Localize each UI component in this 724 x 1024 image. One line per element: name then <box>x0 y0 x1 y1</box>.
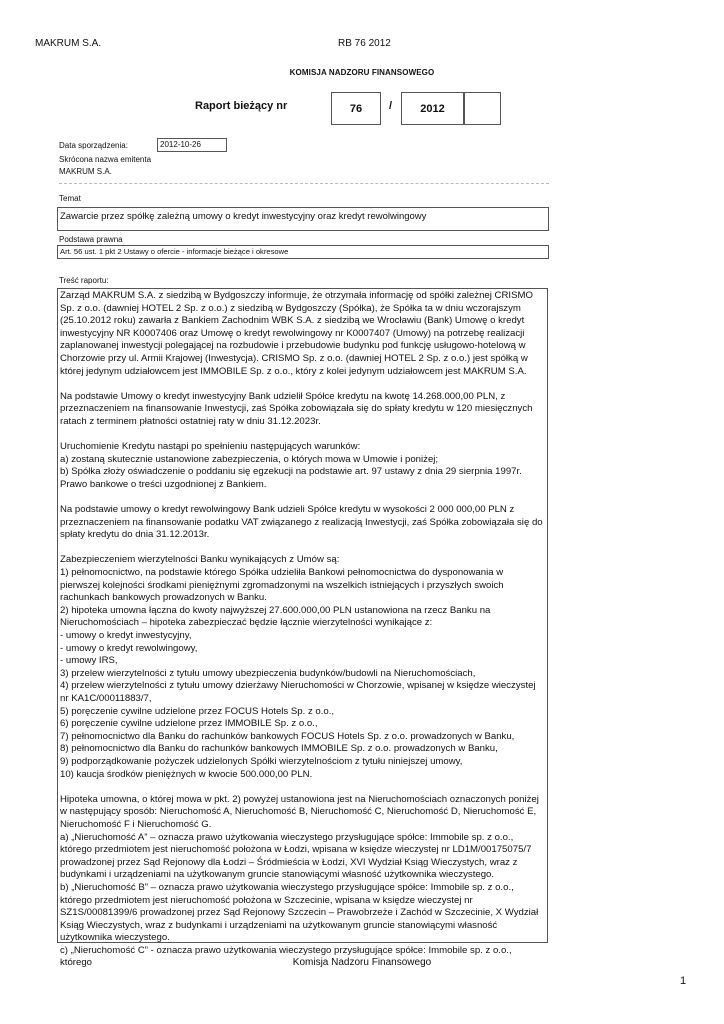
subject-field <box>57 207 549 231</box>
legal-basis-field <box>57 245 549 259</box>
subject-label: Temat <box>59 194 549 208</box>
content-paragraph: Zarząd MAKRUM S.A. z siedzibą w Bydgoszczy informuje, że otrzymała informację od spółki zależnej CRISMO Sp. z o.o. (dawniej HOTEL 2 Sp. z o.o.) z siedzibą w Bydgoszczy (Spółka), że Spółka ta w dniu wczorajszym (25.10.2012 roku) zawarła z Bankiem Zachodnim WBK S.A. z siedzibą we Wrocławiu (Bank) Umowę o kredyt inwestycyjny NR K0007406 oraz Umowę o kredyt rewolwingowy nr K0007407 (Umowy) na potrzebę realizacji zaplanowanej inwestycji polegającej na rozbudowie i przebudowie budynku pod funkcję usługowo-hotelową w Chorzowie przy ul. Armii Krajowej (Inwestycja). CRISMO Sp. z o.o. (dawniej HOTEL 2 Sp. z o.o.) jest spółką w której jedynym udziałowcem jest IMMOBILE Sp. z o.o., który z kolei jedynym udziałowcem jest MAKRUM S.A. <box>60 290 533 377</box>
content-paragraph: Na podstawie Umowy o kredyt inwestycyjny Bank udzielił Spółce kredytu na kwotę 14.268.000,00 PLN, z przeznaczeniem na finansowanie Inwestycji, zaś Spółka zobowiązała się do spłaty kredytu w 120 miesięcznych ratach z terminem płatności ostatniej raty w dniu 31.12.2023r. <box>60 390 533 427</box>
page-number: 1 <box>680 975 687 987</box>
date-value: 2012-10-26 <box>160 140 201 149</box>
legal-basis-label: Podstawa prawna <box>59 235 123 244</box>
header-report-id: RB 76 2012 <box>338 38 391 49</box>
report-year: 2012 <box>420 102 445 115</box>
short-name-value: MAKRUM S.A. <box>59 167 549 184</box>
footer-text: Komisja Nadzoru Finansowego <box>292 957 432 968</box>
subject-value: Zawarcie przez spółkę zależną umowy o kredyt inwestycyjny oraz kredyt rewolwingowy <box>60 211 427 222</box>
report-number-box <box>331 92 381 125</box>
report-number: 76 <box>349 102 363 115</box>
content-paragraph: Zabezpieczeniem wierzytelności Banku wynikających z Umów są: 1) pełnomocnictwo, na podstawie którego Spółka udzieliła Bankowi pełnomocnictwa do dysponowania w pierwszej kolejności środkami pieniężnymi zgromadzonymi na wszelkich istniejących i przyszłych swoich rachunkach bankowych prowadzonych w Banku. 2) hipoteka umowna łączna do kwoty najwyższej 27.600.000,00 PLN ustanowiona na rzecz Banku na Nieruchomościach – hipoteka zabezpieczać będzie łącznie wierzytelności wynikające z: - umowy o kredyt inwestycyjny, - umowy o kredyt rewolwingowy, - umowy IRS, 3) przelew wierzytelności z tytułu umowy ubezpieczenia budynków/budowli na Nieruchomościach, 4) przelew wierzytelności z tytułu umowy dzierżawy Nieruchomości w Chorzowie, wpisanej w księdze wieczystej nr KA1C/00011883/7, 5) poręczenie cywilne udzielone przez FOCUS Hotels Sp. z o.o., 6) poręczenie cywilne udzielone przez IMMOBILE Sp. z o.o., 7) pełnomocnictwo dla Banku do rachunków bankowych FOCUS Hotels Sp. z o.o. prowadzonych w Banku, 8) pełnomocnictwo dla Banku do rachunków bankowych IMMOBILE Sp. z o.o. prowadzonych w Banku, 9) podporządkowanie pożyczek udzielonych Spółki wierzytelnościom z tytułu niniejszej umowy, 10) kaucja środków pieniężnych w kwocie 500.000,00 PLN. <box>60 554 536 780</box>
report-year-box <box>401 92 464 125</box>
report-extra-box <box>464 92 501 125</box>
content-label: Treść raportu: <box>59 276 109 285</box>
content-paragraph: Na podstawie umowy o kredyt rewolwingowy Bank udzieli Spółce kredytu w wysokości 2 000 000,00 PLN z przeznaczeniem na finansowanie podatku VAT związanego z realizacją Inwestycji, zaś Spółka zobowiązała się do spłaty kredytu do dnia 31.12.2013r. <box>60 504 543 541</box>
content-paragraph: Hipoteka umowna, o której mowa w pkt. 2) powyżej ustanowiona jest na Nieruchomościach oznaczonych poniżej w następujący sposób: Nieruchomość A, Nieruchomość B, Nieruchomość C, Nieruchomość D, Nieruchomość E, Nieruchomość F i Nieruchomość G. a) „Nieruchomość A” – oznacza prawo użytkowania wieczystego przysługujące spółce: Immobile sp. z o.o., którego przedmiotem jest nieruchomość położona w Łodzi, wpisana w księdze wieczystej nr LD1M/00175075/7 prowadzonej przez Sąd Rejonowy dla Łodzi – Śródmieścia w Łodzi, XVI Wydział Ksiąg Wieczystych, wraz z budynkami i urządzeniami na użytkowanym gruncie stanowiącymi własność użytkownika wieczystego. b) „Nieruchomość B” – oznacza prawo użytkowania wieczystego przysługujące spółce: Immobile sp. z o.o., którego przedmiotem jest nieruchomość położona w Szczecinie, wpisana w księdze wieczystej nr SZ1S/00081399/6 prowadzonej przez Sąd Rejonowy Szczecin – Prawobrzeże i Zachód w Szczecinie, X Wydział Ksiąg Wieczystych, wraz z budynkami i urządzeniami na użytkowanym gruncie stanowiącymi własność użytkownika wieczystego. c) „Nieruchomość C” - oznacza prawo użytkowania wieczystego przysługujące spółce: Immobile sp. z o.o., którego <box>60 793 539 969</box>
date-label: Data sporządzenia: <box>59 141 128 150</box>
header-company: MAKRUM S.A. <box>35 38 102 49</box>
content-paragraph: Uruchomienie Kredytu nastąpi po spełnieniu następujących warunków: a) zostaną skutecznie ustanowione zabezpieczenia, o których mowa w Umowie i poniżej; b) Spółka złoży oświadczenie o poddaniu się egzekucji na podstawie art. 97 ustawy z dnia 29 sierpnia 1997r. Prawo bankowe o treści uzgodnionej z Bankiem. <box>60 441 522 490</box>
short-name-label: Skrócona nazwa emitenta <box>59 155 152 164</box>
report-label: Raport bieżący nr <box>195 100 288 112</box>
date-field <box>157 138 227 152</box>
legal-basis-value: Art. 56 ust. 1 pkt 2 Ustawy o ofercie - informacje bieżące i okresowe <box>60 247 289 256</box>
report-separator: / <box>389 100 393 112</box>
commission-title: KOMISJA NADZORU FINANSOWEGO <box>289 68 435 77</box>
